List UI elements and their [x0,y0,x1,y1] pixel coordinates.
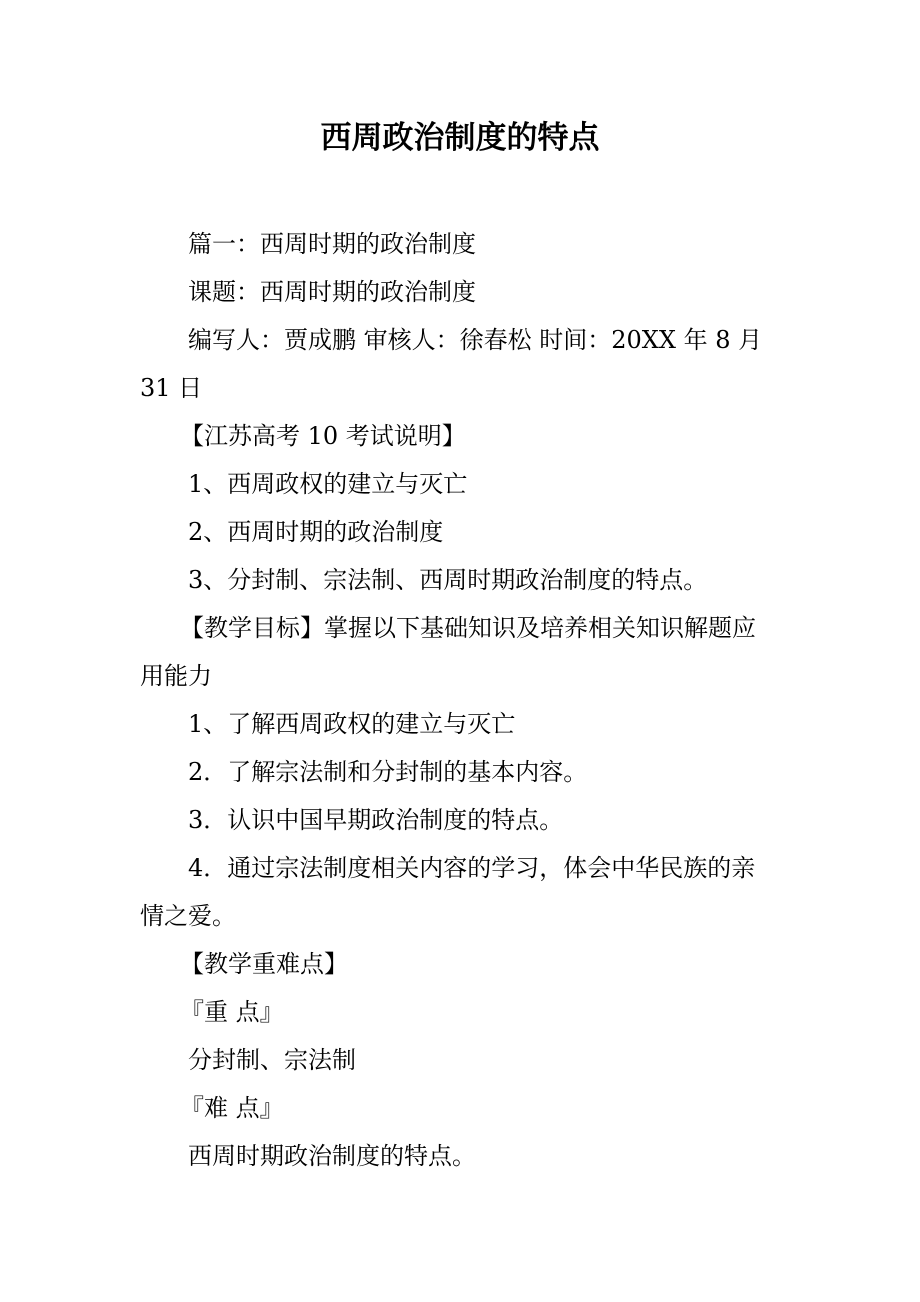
key-difficult-points-heading: 【教学重难点】 [180,950,348,978]
difficult-points-label: 『难 点』 [180,1094,284,1122]
list-item: 2、西周时期的政治制度 [188,518,444,546]
teaching-goals-continued: 用能力 [140,662,212,690]
list-item: 1、了解西周政权的建立与灭亡 [188,710,516,738]
key-points-content: 分封制、宗法制 [188,1046,356,1074]
section-heading: 篇一：西周时期的政治制度 [188,230,476,258]
list-item: 4．通过宗法制度相关内容的学习，体会中华民族的亲 [188,854,756,882]
list-item: 3、分封制、宗法制、西周时期政治制度的特点。 [188,566,708,594]
difficult-points-content: 西周时期政治制度的特点。 [188,1142,476,1170]
key-points-label: 『重 点』 [180,998,284,1026]
list-item: 1、西周政权的建立与灭亡 [188,470,468,498]
document-title: 西周政治制度的特点 [320,120,600,156]
author-line-continued: 31 日 [140,374,203,402]
document-body [140,220,780,1180]
teaching-goals-heading: 【教学目标】掌握以下基础知识及培养相关知识解题应 [180,614,756,642]
author-line: 编写人：贾成鹏 审核人：徐春松 时间：20XX 年 8 月 [188,326,763,354]
list-item-continued: 情之爱。 [140,902,236,930]
list-item: 2．了解宗法制和分封制的基本内容。 [188,758,588,786]
lesson-topic: 课题：西周时期的政治制度 [188,278,476,306]
exam-description-heading: 【江苏高考 10 考试说明】 [180,422,466,450]
list-item: 3．认识中国早期政治制度的特点。 [188,806,564,834]
